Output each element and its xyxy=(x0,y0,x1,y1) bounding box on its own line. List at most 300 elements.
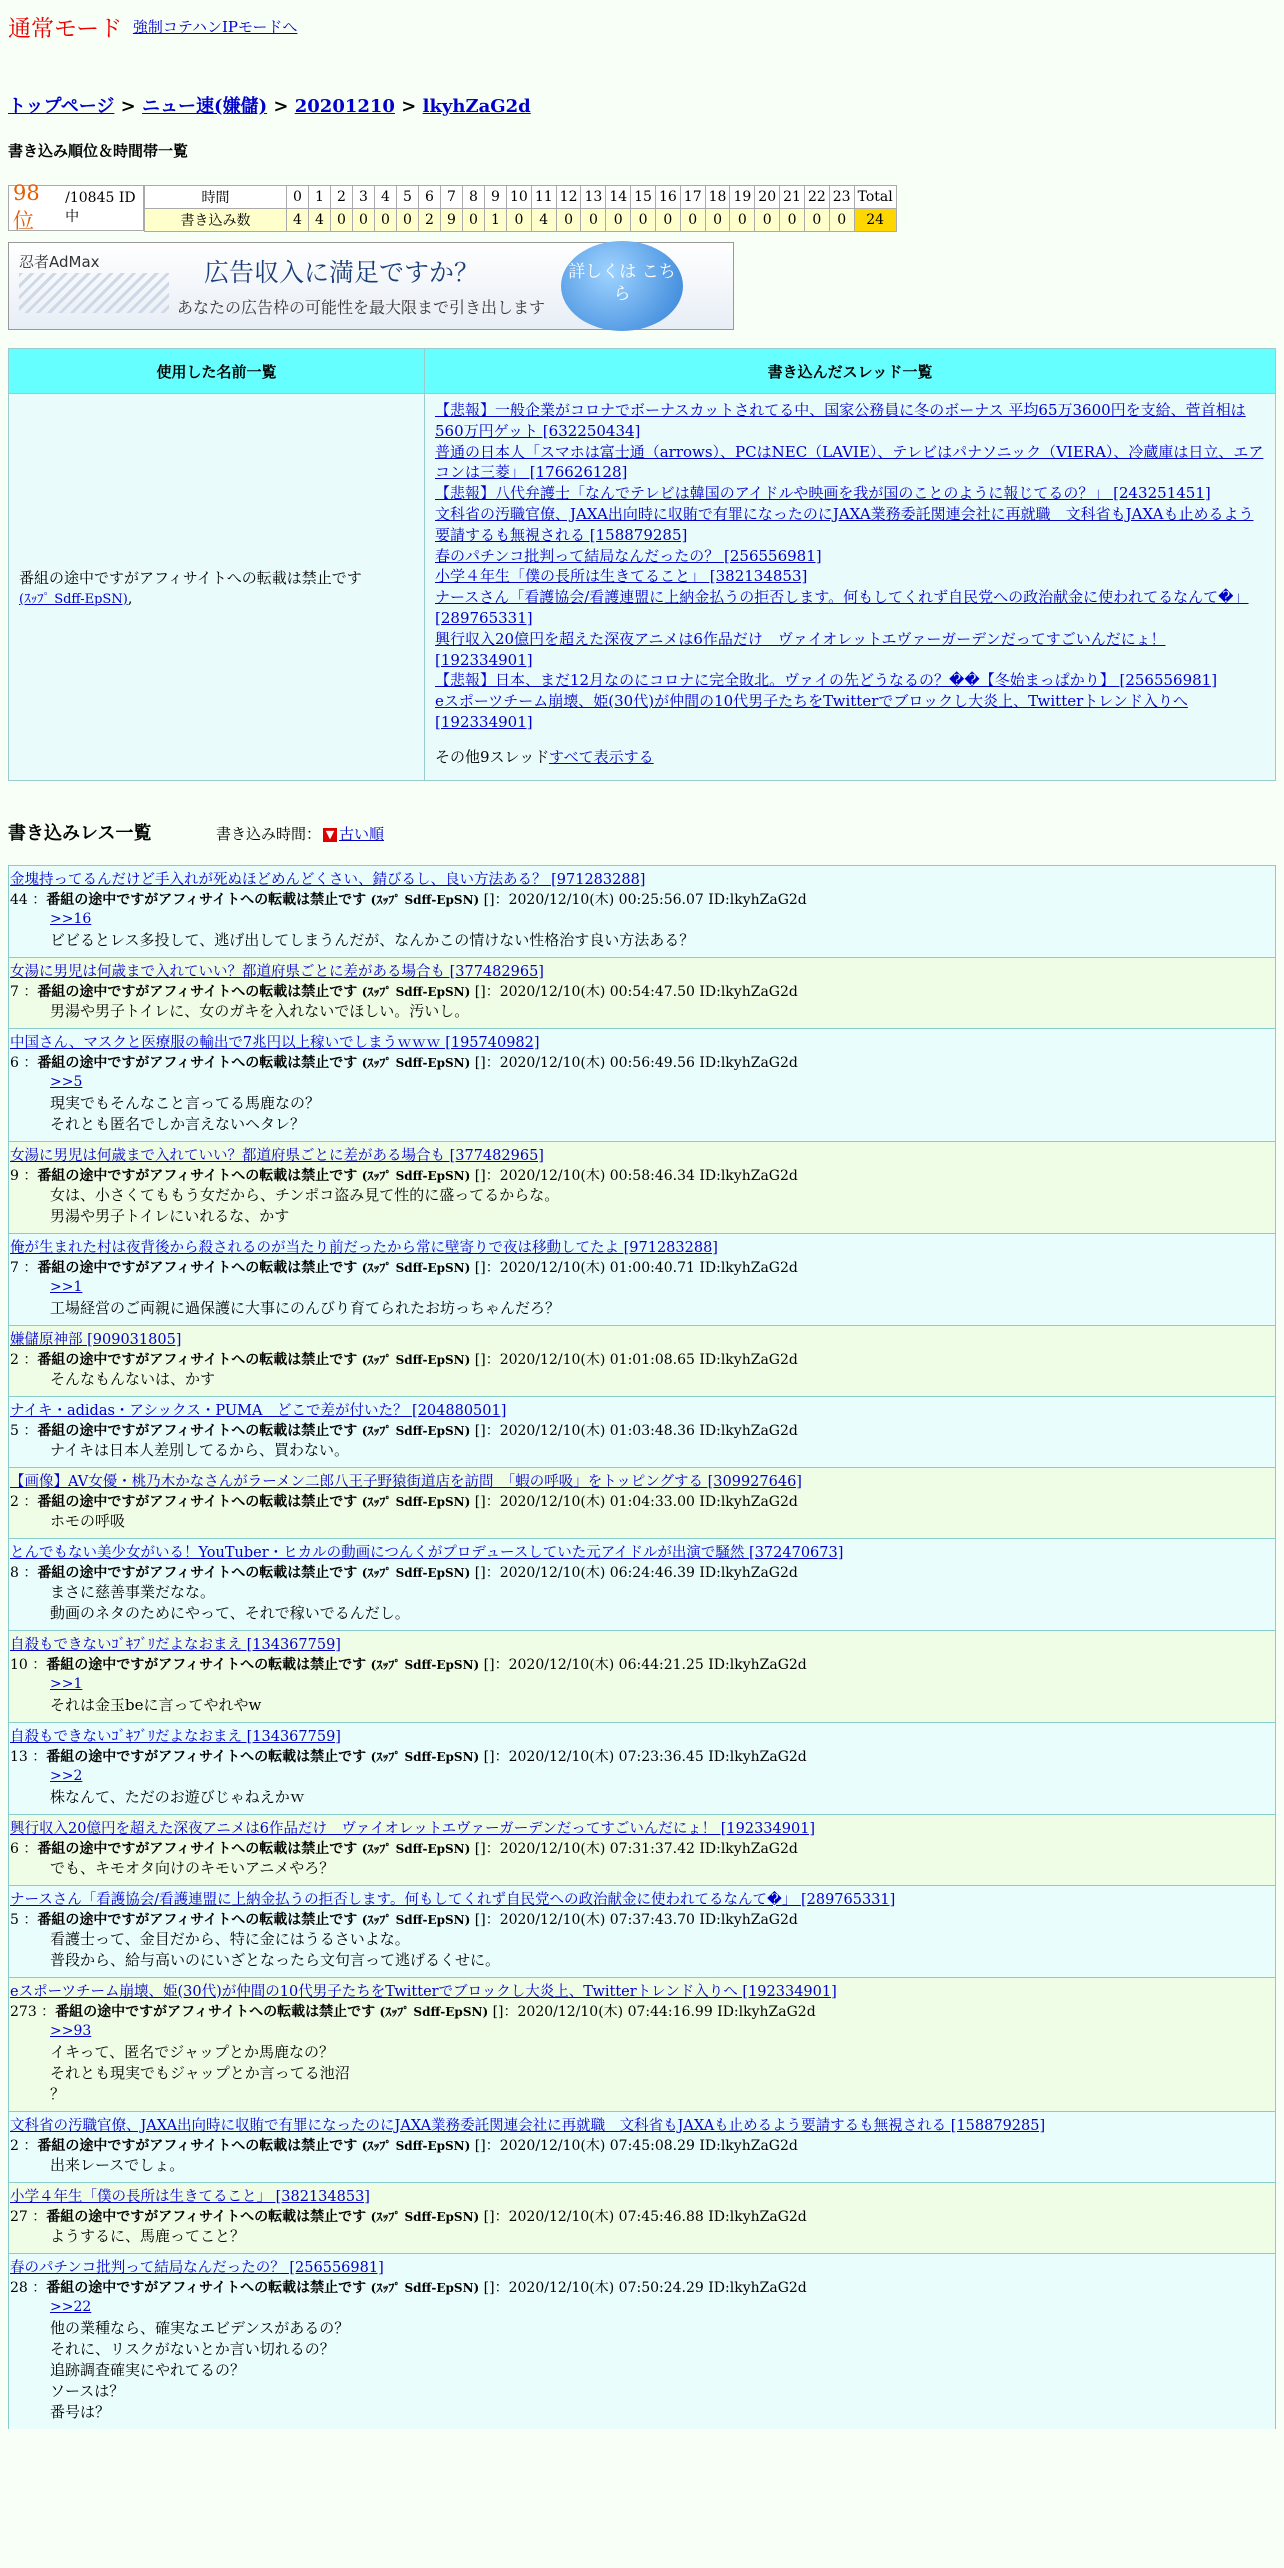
breadcrumb-top[interactable]: トップページ xyxy=(8,96,115,117)
post-date: 2020/12/10(木) 01:04:33.00 ID:lkyhZaG2d xyxy=(499,1493,798,1510)
post xyxy=(8,1467,1276,1538)
thread-list xyxy=(425,394,1276,781)
post-name: 番組の途中ですがアフィサイトへの転載は禁止です xyxy=(37,1840,358,1857)
post-date: 2020/12/10(木) 07:23:36.45 ID:lkyhZaG2d xyxy=(508,1748,807,1765)
post-sep: ： xyxy=(18,1054,38,1071)
count-cell: 4 xyxy=(287,209,309,232)
count-cell: 0 xyxy=(655,209,680,232)
ad-cta[interactable]: 詳しくは こちら xyxy=(561,241,683,331)
post-number: 6 xyxy=(10,1054,19,1071)
post-name: 番組の途中ですがアフィサイトへの転載は禁止です xyxy=(37,1054,358,1071)
hour-cell: 21 xyxy=(780,186,805,209)
post-meta xyxy=(10,1654,1274,1674)
post-number: 2 xyxy=(10,1493,19,1510)
hour-cell: 10 xyxy=(507,186,532,209)
thread-link[interactable]: 【悲報】日本、まだ12月なのにコロナに完全敗北。ヴァイの先どうなるの？��【冬始まっぱかり】 [256556981] xyxy=(435,671,1218,690)
post-sep: ： xyxy=(18,1259,38,1276)
post-date: 2020/12/10(木) 00:58:46.34 ID:lkyhZaG2d xyxy=(499,1167,798,1184)
show-all-link[interactable]: すべて表示する xyxy=(548,747,654,766)
post-name: 番組の途中ですがアフィサイトへの転載は禁止です xyxy=(55,2003,376,2020)
post-line: 男湯や男子トイレにいれるな、かす xyxy=(50,1206,290,1225)
hour-cell: 18 xyxy=(705,186,730,209)
post-thread-link[interactable]: 自殺もできないｺﾞｷﾌﾞﾘだよなおまえ [134367759] xyxy=(10,1728,341,1745)
post-body xyxy=(50,1277,1274,1319)
thread-link[interactable]: ナースさん「看護協会/看護連盟に上納金払うの拒否します。何もしてくれず自民党への政治献金に使われてるなんて�」 [289765331] xyxy=(435,588,1249,627)
post-name: 番組の途中ですがアフィサイトへの転載は禁止です xyxy=(37,1259,358,1276)
count-cell: 4 xyxy=(309,209,331,232)
post-mail: []： xyxy=(470,1564,500,1581)
post-name: 番組の途中ですがアフィサイトへの転載は禁止です xyxy=(37,1167,358,1184)
mode-row xyxy=(8,0,1276,40)
post xyxy=(8,957,1276,1028)
order-link[interactable]: 古い順 xyxy=(339,824,385,843)
post-line: 看護士って、金目だから、特に金にはうるさいよな。 xyxy=(50,1929,410,1948)
post-meta xyxy=(10,2277,1274,2297)
post-mail: []： xyxy=(470,1259,500,1276)
post-body xyxy=(50,1511,1274,1532)
breadcrumb-date[interactable]: 20201210 xyxy=(294,96,395,117)
post-line: 動画のネタのためにやって、それで稼いでるんだし。 xyxy=(50,1603,410,1622)
post-trip: (ｽｯﾌﾟ Sdff-EpSN) xyxy=(370,2280,480,2295)
post-trip: (ｽｯﾌﾟ Sdff-EpSN) xyxy=(370,1749,480,1764)
post-date: 2020/12/10(木) 00:25:56.07 ID:lkyhZaG2d xyxy=(508,891,807,908)
post-line: それに、リスクがないとか言い切れるの？ xyxy=(50,2339,335,2358)
hour-cell: 7 xyxy=(441,186,463,209)
post-line: 出来レースでしょ。 xyxy=(50,2155,185,2174)
post-mail: []： xyxy=(470,983,500,1000)
post-thread-link[interactable]: 嫌儲原神部 [909031805] xyxy=(10,1331,182,1348)
reply-anchor[interactable]: >>1 xyxy=(50,1278,83,1295)
post-date: 2020/12/10(木) 06:24:46.39 ID:lkyhZaG2d xyxy=(499,1564,798,1581)
post-mail: []： xyxy=(470,1054,500,1071)
hour-cell: Total xyxy=(854,186,896,209)
ad-subtext: あなたの広告枠の可能性を最大限まで引き出します xyxy=(177,298,546,317)
post-line: 工場経営のご両親に過保護に大事にのんびり育てられたお坊っちゃんだろ？ xyxy=(50,1298,561,1317)
sort-down-icon[interactable]: ▼ xyxy=(323,828,337,842)
post-body xyxy=(50,1929,1274,1971)
post-trip: (ｽｯﾌﾟ Sdff-EpSN) xyxy=(361,1055,471,1070)
count-cell: 0 xyxy=(463,209,485,232)
hour-cell: 13 xyxy=(581,186,606,209)
post-line: ナイキは日本人差別してるから、買わない。 xyxy=(50,1440,349,1459)
res-title: 書き込みレス一覧 xyxy=(8,822,152,844)
post-sep: ： xyxy=(18,983,38,1000)
post-number: 13 xyxy=(10,1748,28,1765)
order-label: 書き込み時間： xyxy=(216,824,322,843)
hour-cell: 22 xyxy=(804,186,829,209)
post-date: 2020/12/10(木) 07:50:24.29 ID:lkyhZaG2d xyxy=(508,2279,807,2296)
post-mail: []： xyxy=(479,1656,509,1673)
reply-anchor[interactable]: >>93 xyxy=(50,2022,92,2039)
count-cell: 0 xyxy=(804,209,829,232)
post-name: 番組の途中ですがアフィサイトへの転載は禁止です xyxy=(37,1422,358,1439)
count-cell: 0 xyxy=(680,209,705,232)
count-cell: 2 xyxy=(419,209,441,232)
hour-cell: 15 xyxy=(631,186,656,209)
used-name: 番組の途中ですがアフィサイトへの転載は禁止です xyxy=(19,568,362,587)
post-mail: []： xyxy=(479,2208,509,2225)
post-date: 2020/12/10(木) 01:01:08.65 ID:lkyhZaG2d xyxy=(499,1351,798,1368)
post-body xyxy=(50,2226,1274,2247)
post-body xyxy=(50,909,1274,951)
post-thread-link[interactable]: 自殺もできないｺﾞｷﾌﾞﾘだよなおまえ [134367759] xyxy=(10,1636,341,1653)
post-thread-link[interactable]: 【画像】AV女優・桃乃木かなさんがラーメン二郎八王子野猿街道店を訪問 「蝦の呼吸」をトッピングする [309927646] xyxy=(10,1473,802,1490)
post-body xyxy=(50,1185,1274,1227)
post-trip: (ｽｯﾌﾟ Sdff-EpSN) xyxy=(370,2209,480,2224)
breadcrumb-board[interactable]: ニュー速(嫌儲) xyxy=(142,96,268,117)
post-number: 5 xyxy=(10,1422,19,1439)
post-sep: ： xyxy=(18,1564,38,1581)
post-body xyxy=(50,2155,1274,2176)
breadcrumb-id[interactable]: lkyhZaG2d xyxy=(422,96,531,117)
hour-cell: 8 xyxy=(463,186,485,209)
post-line: でも、キモオタ向けのキモいアニメやろ？ xyxy=(50,1858,335,1877)
post-line: それとも現実でもジャップとか言ってる池沼 xyxy=(50,2063,350,2082)
post-trip: (ｽｯﾌﾟ Sdff-EpSN) xyxy=(361,1260,471,1275)
post-sep: ： xyxy=(18,1422,38,1439)
post-trip: (ｽｯﾌﾟ Sdff-EpSN) xyxy=(361,2138,471,2153)
post-date: 2020/12/10(木) 07:44:16.99 ID:lkyhZaG2d xyxy=(517,2003,816,2020)
reply-anchor[interactable]: >>22 xyxy=(50,2298,92,2315)
thread-link[interactable]: eスポーツチーム崩壊、姫(30代)が仲間の10代男子たちをTwitterでブロックし大炎上、Twitterトレンド入りへ [192334901] xyxy=(435,692,1188,731)
post-mail: []： xyxy=(470,1167,500,1184)
rank-total: /10845 ID中 xyxy=(65,190,136,225)
post-line: ホモの呼吸 xyxy=(50,1511,126,1530)
post-body xyxy=(50,1001,1274,1022)
post-trip: (ｽｯﾌﾟ Sdff-EpSN) xyxy=(361,1841,471,1856)
post-meta xyxy=(10,1052,1274,1072)
hour-cell: 19 xyxy=(730,186,755,209)
post-number: 44 xyxy=(10,891,28,908)
thread-link[interactable]: 小学４年生「僕の長所は生きてること」 [382134853] xyxy=(435,567,808,586)
post-meta xyxy=(10,2206,1274,2226)
hour-cell: 11 xyxy=(531,186,556,209)
post-mail: []： xyxy=(479,1748,509,1765)
hour-cell: 16 xyxy=(655,186,680,209)
count-cell: 0 xyxy=(606,209,631,232)
post xyxy=(8,1141,1276,1233)
post-meta xyxy=(10,1909,1274,1929)
hour-cell: 0 xyxy=(287,186,309,209)
post-line: 他の業種なら、確実なエビデンスがあるの？ xyxy=(50,2318,350,2337)
post-mail: []： xyxy=(470,1911,500,1928)
count-cell: 0 xyxy=(581,209,606,232)
post-meta xyxy=(10,981,1274,1001)
count-cell: 0 xyxy=(730,209,755,232)
post-date: 2020/12/10(木) 06:44:21.25 ID:lkyhZaG2d xyxy=(508,1656,807,1673)
hour-cell: 20 xyxy=(755,186,780,209)
reply-anchor[interactable]: >>5 xyxy=(50,1073,83,1090)
post-sep: ： xyxy=(18,1351,38,1368)
post-trip: (ｽｯﾌﾟ Sdff-EpSN) xyxy=(361,984,471,999)
post xyxy=(8,1814,1276,1885)
post-sep: ： xyxy=(18,1911,38,1928)
post xyxy=(8,1325,1276,1396)
post-thread-link[interactable]: 中国さん、マスクと医療服の輸出で7兆円以上稼いでしまうｗｗｗ [195740982] xyxy=(10,1034,540,1051)
post-line: まさに慈善事業だなな。 xyxy=(50,1582,216,1601)
post-number: 7 xyxy=(10,983,19,1000)
post-date: 2020/12/10(木) 01:00:40.71 ID:lkyhZaG2d xyxy=(499,1259,798,1276)
post-number: 7 xyxy=(10,1259,19,1276)
post-date: 2020/12/10(木) 00:54:47.50 ID:lkyhZaG2d xyxy=(499,983,798,1000)
post-body xyxy=(50,2297,1274,2423)
post xyxy=(8,1885,1276,1977)
post-date: 2020/12/10(木) 00:56:49.56 ID:lkyhZaG2d xyxy=(499,1054,798,1071)
post-number: 27 xyxy=(10,2208,28,2225)
post-meta xyxy=(10,1257,1274,1277)
hour-cell: 5 xyxy=(397,186,419,209)
post-name: 番組の途中ですがアフィサイトへの転載は禁止です xyxy=(37,2137,358,2154)
post-number: 2 xyxy=(10,1351,19,1368)
post-mail: []： xyxy=(479,891,509,908)
post-sep: ： xyxy=(18,1840,38,1857)
post-thread-link[interactable]: eスポーツチーム崩壊、姫(30代)が仲間の10代男子たちをTwitterでブロックし大炎上、Twitterトレンド入りへ [192334901] xyxy=(10,1983,837,2000)
post-thread-link[interactable]: 金塊持ってるんだけど手入れが死ぬほどめんどくさい、錆びるし、良い方法ある？ [971283288] xyxy=(10,871,646,888)
post-name: 番組の途中ですがアフィサイトへの転載は禁止です xyxy=(37,1564,358,1581)
post xyxy=(8,1233,1276,1325)
post-name: 番組の途中ですがアフィサイトへの転載は禁止です xyxy=(37,1351,358,1368)
section-title: 書き込み順位＆時間帯一覧 xyxy=(8,142,189,160)
post-date: 2020/12/10(木) 07:37:43.70 ID:lkyhZaG2d xyxy=(499,1911,798,1928)
post-meta xyxy=(10,1165,1274,1185)
post-body xyxy=(50,1766,1274,1808)
ad-headline: 広告収入に満足ですか？ xyxy=(204,258,480,287)
post-line: 女は、小さくてももう女だから、チンポコ盗み見て性的に盛ってるからな。 xyxy=(50,1185,560,1204)
post-sep: ： xyxy=(18,1167,38,1184)
post-line: イキって、匿名でジャップとか馬鹿なの？ xyxy=(50,2042,334,2061)
post-number: 10 xyxy=(10,1656,28,1673)
post-number: 6 xyxy=(10,1840,19,1857)
post-line: ビビるとレス多投して、逃げ出してしまうんだが、なんかこの情けない性格治す良い方法ある？ xyxy=(50,930,695,949)
post xyxy=(8,2111,1276,2182)
post-meta xyxy=(10,1746,1274,1766)
post-mail: []： xyxy=(479,2279,509,2296)
post-mail: []： xyxy=(470,1493,500,1510)
count-cell: 0 xyxy=(829,209,854,232)
post-trip: (ｽｯﾌﾟ Sdff-EpSN) xyxy=(379,2004,489,2019)
thread-link[interactable]: 普通の日本人「スマホは富士通（arrows）、PCはNEC（LAVIE）、テレビはパナソニック（VIERA）、冷蔵庫は日立、エアコンは三菱」 [176626128] xyxy=(435,442,1264,482)
count-cell: 0 xyxy=(353,209,375,232)
post-meta xyxy=(10,889,1274,909)
post-body xyxy=(50,1674,1274,1716)
hour-label: 時間 xyxy=(145,186,287,209)
post-line: 株なんて、ただのお遊びじゃねえかｗ xyxy=(50,1787,305,1806)
post-thread-link[interactable]: 女湯に男児は何歳まで入れていい？都道府県ごとに差がある場合も [377482965] xyxy=(10,1147,544,1164)
count-cell: 0 xyxy=(507,209,532,232)
post-name: 番組の途中ですがアフィサイトへの転載は禁止です xyxy=(46,2208,367,2225)
post-line: ソースは？ xyxy=(50,2381,125,2400)
post-name: 番組の途中ですがアフィサイトへの転載は禁止です xyxy=(37,1493,358,1510)
post xyxy=(8,1977,1276,2111)
post-meta xyxy=(10,1349,1274,1369)
order-control xyxy=(216,823,384,844)
post-line: そんなもんないは、かす xyxy=(50,1369,216,1388)
hour-cell: 17 xyxy=(680,186,705,209)
trip-link[interactable]: (ｽｯﾌﾟ Sdff-EpSN) xyxy=(19,591,128,607)
count-cell: 1 xyxy=(485,209,507,232)
post-trip: (ｽｯﾌﾟ Sdff-EpSN) xyxy=(370,1657,480,1672)
post-body xyxy=(50,1369,1274,1390)
post-thread-link[interactable]: とんでもない美少女がいる！YouTuber・ヒカルの動画につんくがプロデュースしていた元アイドルが出演で騒然 [372470673] xyxy=(10,1544,844,1561)
post-thread-link[interactable]: ナースさん「看護協会/看護連盟に上納金払うの拒否します。何もしてくれず自民党への政治献金に使われてるなんて�」 [289765331] xyxy=(10,1891,896,1908)
post-sep: ： xyxy=(27,2208,47,2225)
count-cell: 0 xyxy=(375,209,397,232)
post-sep: ： xyxy=(36,2003,56,2020)
post-meta xyxy=(10,1420,1274,1440)
post-body xyxy=(50,1582,1274,1624)
post-date: 2020/12/10(木) 07:45:08.29 ID:lkyhZaG2d xyxy=(499,2137,798,2154)
post-meta xyxy=(10,1838,1274,1858)
post-trip: (ｽｯﾌﾟ Sdff-EpSN) xyxy=(361,1352,471,1367)
thread-link[interactable]: 興行収入20億円を超えた深夜アニメは6作品だけ ヴァイオレットエヴァーガーデンだってすごいんだにょ！ [192334901] xyxy=(435,629,1166,669)
mode-title: 通常モード xyxy=(8,16,123,42)
post-number: 28 xyxy=(10,2279,28,2296)
post-thread-link[interactable]: 俺が生まれた村は夜背後から殺されるのが当たり前だったから常に壁寄りで夜は移動してたよ [971283288] xyxy=(10,1239,718,1256)
count-cell: 0 xyxy=(397,209,419,232)
reply-anchor[interactable]: >>1 xyxy=(50,1675,83,1692)
count-label: 書き込み数 xyxy=(145,209,287,232)
count-cell: 4 xyxy=(531,209,556,232)
post-sep: ： xyxy=(27,1748,47,1765)
post-sep: ： xyxy=(27,891,47,908)
post-date: 2020/12/10(木) 07:45:46.88 ID:lkyhZaG2d xyxy=(508,2208,807,2225)
count-cell: 0 xyxy=(631,209,656,232)
post-line: 男湯や男子トイレに、女のガキを入れないでほしい。汚いし。 xyxy=(50,1001,470,1020)
post xyxy=(8,865,1276,957)
names-table xyxy=(8,348,1276,781)
hour-cell: 6 xyxy=(419,186,441,209)
breadcrumb-sep: > xyxy=(273,96,289,117)
hour-cell: 14 xyxy=(606,186,631,209)
post-name: 番組の途中ですがアフィサイトへの転載は禁止です xyxy=(46,1748,367,1765)
post-sep: ： xyxy=(27,2279,47,2296)
ad-banner[interactable] xyxy=(8,242,734,330)
ad-brand: 忍者AdMax xyxy=(19,253,100,271)
post-trip: (ｽｯﾌﾟ Sdff-EpSN) xyxy=(361,1168,471,1183)
post-mail: []： xyxy=(488,2003,518,2020)
post-number: 273 xyxy=(10,2003,37,2020)
hour-table xyxy=(144,185,897,232)
post-sep: ： xyxy=(18,1493,38,1510)
name-cell xyxy=(9,394,425,781)
count-cell: 0 xyxy=(780,209,805,232)
rank-value: 98 位 xyxy=(13,181,40,233)
hour-cell: 23 xyxy=(829,186,854,209)
thread-link[interactable]: 春のパチンコ批判って結局なんだったの？ [256556981] xyxy=(435,546,822,565)
post-line: それとも匿名でしか言えないヘタレ？ xyxy=(50,1114,306,1133)
count-cell: 0 xyxy=(556,209,581,232)
post-trip: (ｽｯﾌﾟ Sdff-EpSN) xyxy=(370,892,480,907)
thread-link[interactable]: 文科省の汚職官僚、JAXA出向時に収賄で有罪になったのにJAXA業務委託関連会社に再就職 文科省もJAXAも止めるよう要請するも無視される [158879285] xyxy=(435,504,1254,544)
ip-mode-link[interactable]: 強制コテハンIPモードへ xyxy=(132,18,298,36)
rank-box xyxy=(8,181,144,233)
count-cell: 9 xyxy=(441,209,463,232)
hour-cell: 4 xyxy=(375,186,397,209)
res-header xyxy=(8,819,1276,845)
hour-cell: 1 xyxy=(309,186,331,209)
post-mail: []： xyxy=(470,2137,500,2154)
post-line: ？ xyxy=(50,2084,66,2103)
post-line: ようするに、馬鹿ってこと？ xyxy=(50,2226,246,2245)
more-threads xyxy=(435,747,1265,768)
hour-cell: 3 xyxy=(353,186,375,209)
post xyxy=(8,2253,1276,2429)
breadcrumb xyxy=(8,92,1276,118)
post-mail: []： xyxy=(470,1840,500,1857)
more-prefix: その他9スレッド xyxy=(435,747,549,766)
post-line: 普段から、給与高いのにいざとなったら文句言って逃げるくせに。 xyxy=(50,1950,501,1969)
post-name: 番組の途中ですがアフィサイトへの転載は禁止です xyxy=(46,1656,367,1673)
hour-cell: 12 xyxy=(556,186,581,209)
count-cell: 0 xyxy=(755,209,780,232)
post-trip: (ｽｯﾌﾟ Sdff-EpSN) xyxy=(361,1423,471,1438)
post-name: 番組の途中ですがアフィサイトへの転載は禁止です xyxy=(46,891,367,908)
post-thread-link[interactable]: 文科省の汚職官僚、JAXA出向時に収賄で有罪になったのにJAXA業務委託関連会社に再就職 文科省もJAXAも止めるよう要請するも無視される [158879285] xyxy=(10,2117,1046,2134)
post xyxy=(8,1396,1276,1467)
thread-link[interactable]: 【悲報】八代弁護士「なんでテレビは韓国のアイドルや映画を我が国のことのように報じてるの？」 [243251451] xyxy=(435,484,1211,503)
post-line: 番号は？ xyxy=(50,2402,111,2421)
breadcrumb-sep: > xyxy=(401,96,417,117)
post-trip: (ｽｯﾌﾟ Sdff-EpSN) xyxy=(361,1565,471,1580)
post-body xyxy=(50,1072,1274,1135)
post-number: 5 xyxy=(10,1911,19,1928)
reply-anchor[interactable]: >>16 xyxy=(50,910,92,927)
post xyxy=(8,1722,1276,1814)
names-header: 使用した名前一覧 xyxy=(9,349,425,394)
post xyxy=(8,1538,1276,1630)
post-meta xyxy=(10,1562,1274,1582)
post-name: 番組の途中ですがアフィサイトへの転載は禁止です xyxy=(37,1911,358,1928)
post-thread-link[interactable]: 春のパチンコ批判って結局なんだったの？ [256556981] xyxy=(10,2259,384,2276)
post-number: 8 xyxy=(10,1564,19,1581)
post-list xyxy=(8,865,1276,2429)
ad-pattern xyxy=(19,273,169,313)
post xyxy=(8,2182,1276,2253)
post-meta xyxy=(10,2001,1274,2021)
post-mail: []： xyxy=(470,1422,500,1439)
post-line: それは金玉beに言ってやれやw xyxy=(50,1695,262,1714)
hour-cell: 9 xyxy=(485,186,507,209)
post-number: 2 xyxy=(10,2137,19,2154)
post-body xyxy=(50,1440,1274,1461)
reply-anchor[interactable]: >>2 xyxy=(50,1767,83,1784)
post-body xyxy=(50,1858,1274,1879)
post-thread-link[interactable]: 興行収入20億円を超えた深夜アニメは6作品だけ ヴァイオレットエヴァーガーデンだってすごいんだにょ！ [192334901] xyxy=(10,1820,816,1837)
hour-cell: 2 xyxy=(331,186,353,209)
name-suffix: , xyxy=(127,588,133,607)
threads-header: 書き込んだスレッド一覧 xyxy=(425,349,1276,394)
post-trip: (ｽｯﾌﾟ Sdff-EpSN) xyxy=(361,1494,471,1509)
thread-link[interactable]: 【悲報】一般企業がコロナでボーナスカットされてる中、国家公務員に冬のボーナス 平均65万3600円を支給、菅首相は560万円ゲット [632250434] xyxy=(435,401,1246,440)
post-mail: []： xyxy=(470,1351,500,1368)
post-thread-link[interactable]: ナイキ・adidas・アシックス・PUMA どこで差が付いた？ [204880501] xyxy=(10,1402,507,1419)
post xyxy=(8,1630,1276,1722)
post-body xyxy=(50,2021,1274,2105)
post-sep: ： xyxy=(18,2137,38,2154)
count-cell: 0 xyxy=(331,209,353,232)
post-name: 番組の途中ですがアフィサイトへの転載は禁止です xyxy=(37,983,358,1000)
post-thread-link[interactable]: 女湯に男児は何歳まで入れていい？都道府県ごとに差がある場合も [377482965] xyxy=(10,963,544,980)
count-cell: 0 xyxy=(705,209,730,232)
post-date: 2020/12/10(木) 01:03:48.36 ID:lkyhZaG2d xyxy=(499,1422,798,1439)
post-name: 番組の途中ですがアフィサイトへの転載は禁止です xyxy=(46,2279,367,2296)
post-sep: ： xyxy=(27,1656,47,1673)
breadcrumb-sep: > xyxy=(120,96,136,117)
post-thread-link[interactable]: 小学４年生「僕の長所は生きてること」 [382134853] xyxy=(10,2188,370,2205)
count-cell: 24 xyxy=(854,209,896,232)
post-number: 9 xyxy=(10,1167,19,1184)
post-date: 2020/12/10(木) 07:31:37.42 ID:lkyhZaG2d xyxy=(499,1840,798,1857)
